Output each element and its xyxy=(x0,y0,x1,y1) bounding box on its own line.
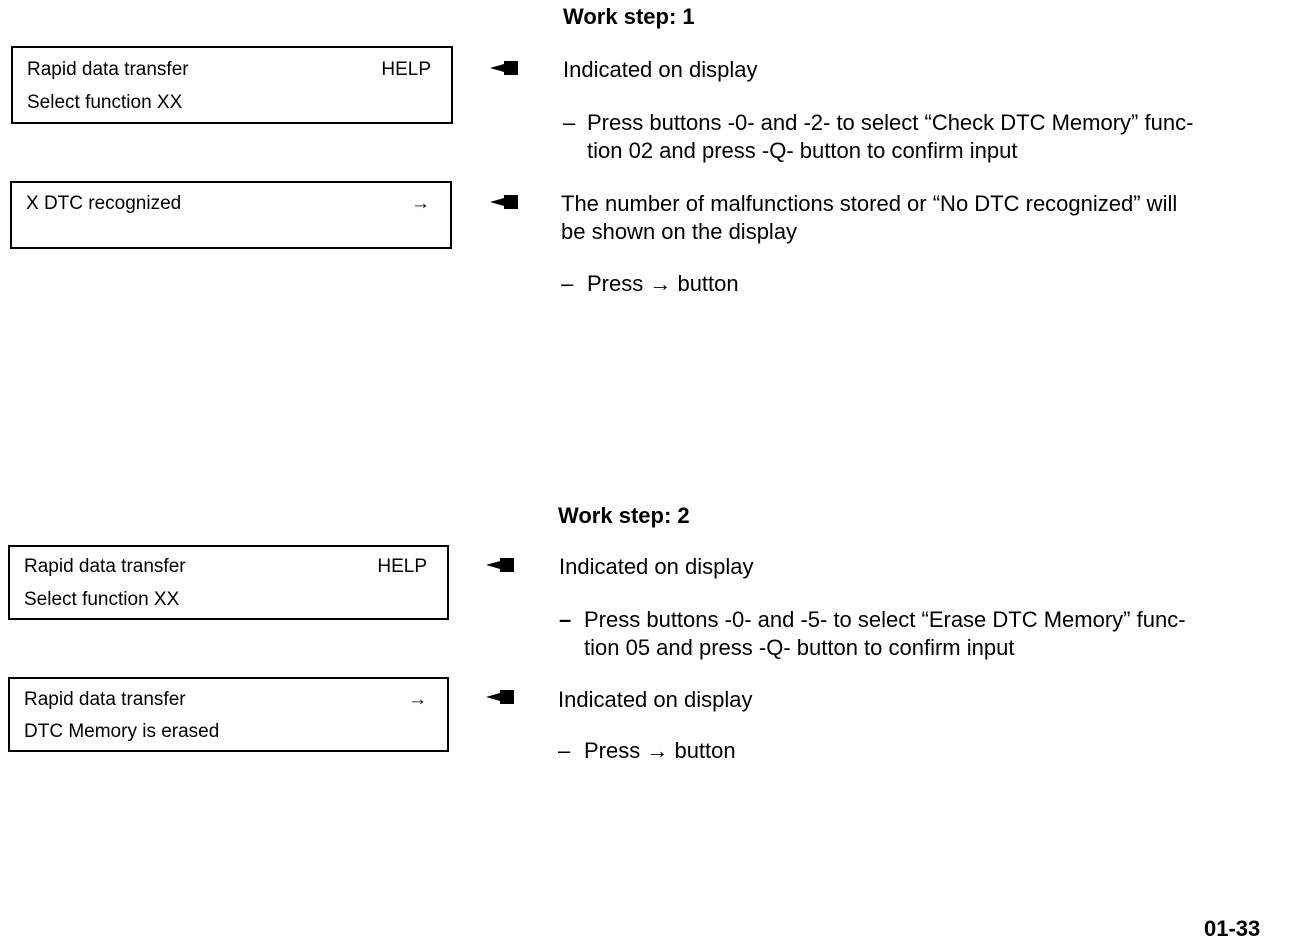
display-help-label: HELP xyxy=(377,556,427,577)
step2-display-memory-erased xyxy=(8,677,449,752)
display-arrow-label: → xyxy=(411,193,430,214)
display-arrow-label: → xyxy=(408,689,427,710)
step1-instruction2-line2: be shown on the display xyxy=(561,219,798,244)
step2-heading: Work step: 2 xyxy=(558,503,690,528)
step2-bullet1-line2: tion 05 and press -Q- button to confirm input xyxy=(584,635,1015,660)
display-line-2: Select function XX xyxy=(24,589,180,610)
display-line-1: X DTC recognized xyxy=(26,193,182,214)
display-help-label: HELP xyxy=(381,59,431,80)
step1-heading: Work step: 1 xyxy=(563,4,695,29)
step1-display-dtc-recognized xyxy=(10,181,452,249)
step1-bullet1-line2: tion 02 and press -Q- button to confirm input xyxy=(587,138,1018,163)
step2-display-select-function xyxy=(8,545,449,620)
bullet-dash: – xyxy=(559,607,572,632)
bullet-dash: – xyxy=(563,110,576,135)
step1-bullet2: Press → button xyxy=(587,271,739,296)
display-line-2: DTC Memory is erased xyxy=(24,721,220,742)
page-number: 01-33 xyxy=(1204,916,1261,941)
step1-instruction2-line1: The number of malfunctions stored or “No DTC recognized” will xyxy=(561,191,1178,216)
step1-instruction-indicated: Indicated on display xyxy=(563,57,758,82)
hand-pointer-icon xyxy=(486,558,514,572)
step1-bullet1-line1: Press buttons -0- and -2- to select “Check DTC Memory” func- xyxy=(587,110,1194,135)
display-line-1: Rapid data transfer xyxy=(24,689,186,710)
step2-bullet1-line1: Press buttons -0- and -5- to select “Erase DTC Memory” func- xyxy=(584,607,1186,632)
display-line-1: Rapid data transfer xyxy=(24,556,186,577)
step2-bullet2: Press → button xyxy=(584,738,736,763)
display-line-1: Rapid data transfer xyxy=(27,59,189,80)
step1-display-select-function xyxy=(11,46,453,124)
step2-instruction-indicated: Indicated on display xyxy=(559,554,754,579)
hand-pointer-icon xyxy=(490,61,518,75)
display-line-2: Select function XX xyxy=(27,92,183,113)
hand-pointer-icon xyxy=(490,195,518,209)
step2-instruction2: Indicated on display xyxy=(558,687,753,712)
bullet-dash: – xyxy=(558,738,571,763)
hand-pointer-icon xyxy=(486,690,514,704)
bullet-dash: – xyxy=(561,271,574,296)
